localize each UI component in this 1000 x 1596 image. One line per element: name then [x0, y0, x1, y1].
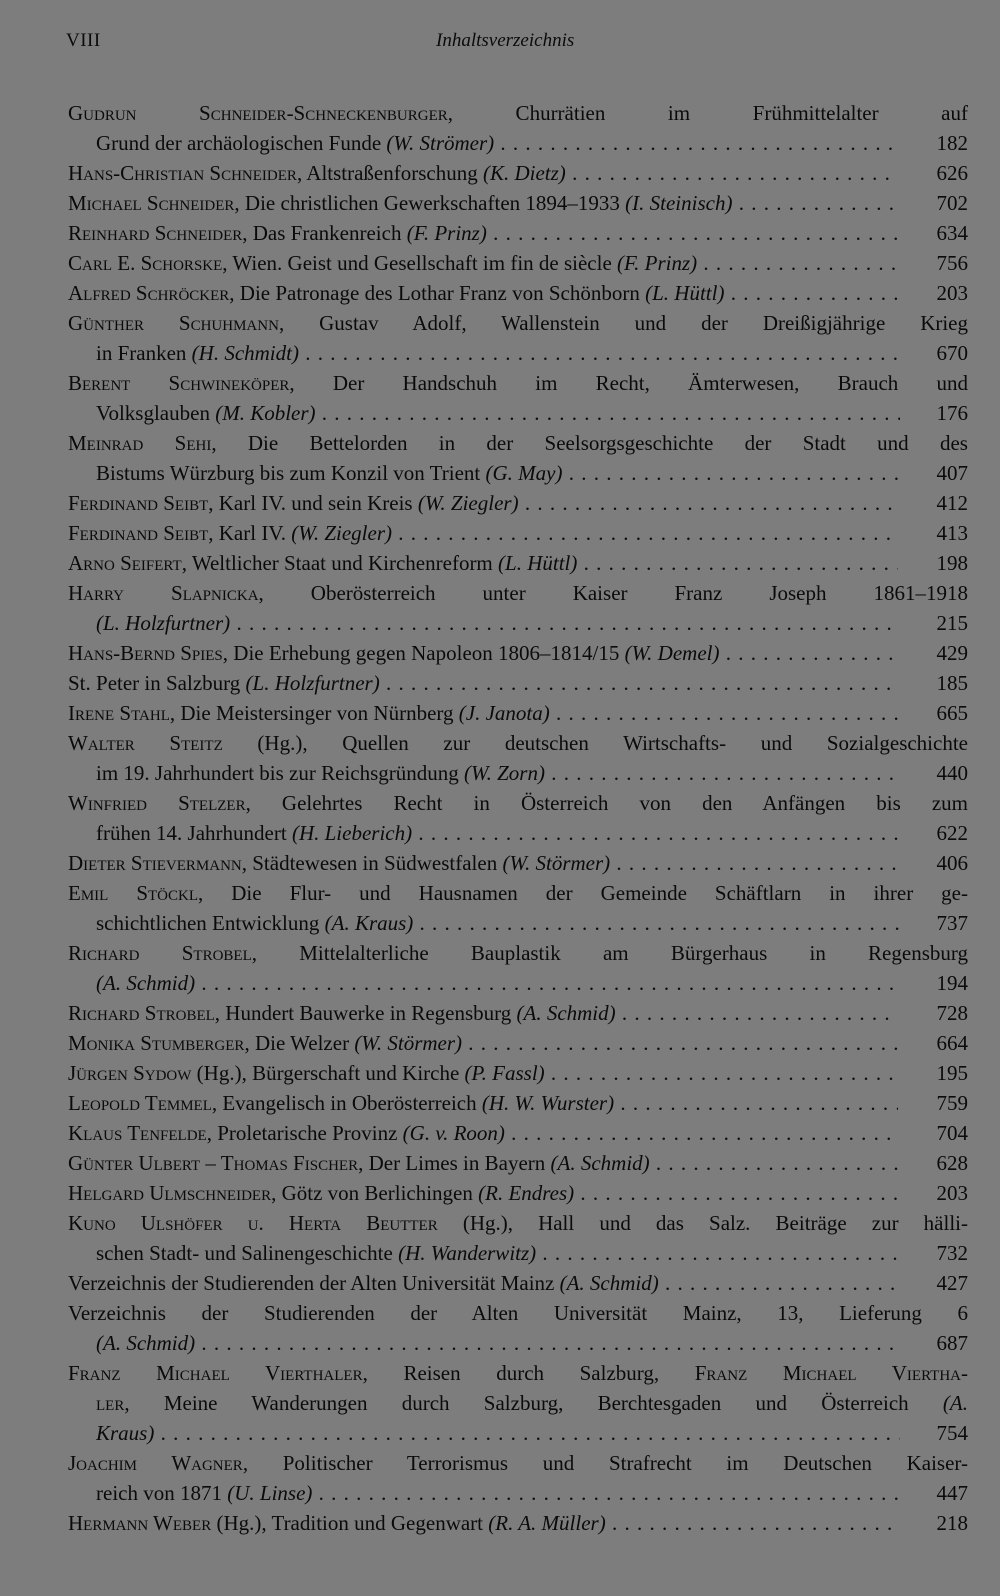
- toc-entry-line: [68, 458, 968, 488]
- entry-text: [68, 788, 968, 818]
- toc-entry: [68, 1148, 968, 1178]
- page-number: VIII: [66, 30, 101, 51]
- page-reference: 687: [936, 1331, 968, 1355]
- toc-entry-line: [68, 398, 968, 428]
- toc-entry: [68, 848, 968, 878]
- toc-entry-line: [68, 818, 968, 848]
- reviewer-name: (I. Steinisch): [625, 191, 733, 215]
- title-text: , Die Meistersinger von Nürnberg: [169, 701, 459, 725]
- toc-entry-line: [68, 278, 968, 308]
- toc-entry-line: [68, 338, 968, 368]
- entry-text: [68, 1508, 898, 1538]
- author-name: Hans-Christian Schneider: [68, 161, 297, 185]
- reviewer-name: (P. Fassl): [464, 1061, 545, 1085]
- title-text: , Reisen durch Salzburg,: [362, 1361, 695, 1385]
- reviewer-name: (A. Schmid): [516, 1001, 616, 1025]
- toc-entry: [68, 578, 968, 638]
- entry-text: [68, 1448, 968, 1478]
- author-name: Franz Michael Viertha-: [694, 1361, 968, 1385]
- author-name: Arno Seifert: [68, 551, 182, 575]
- title-text: , Meine Wanderungen durch Salzburg, Berchtesgaden und Österreich: [124, 1391, 943, 1415]
- entry-text: [68, 188, 898, 218]
- toc-entry: [68, 1448, 968, 1508]
- page-reference: 215: [936, 611, 968, 635]
- title-text: , Götz von Berlichingen: [271, 1181, 479, 1205]
- author-name: Leopold Temmel: [68, 1091, 212, 1115]
- reviewer-name: (W. Störmer): [502, 851, 611, 875]
- author-name: Reinhard Schneider: [68, 221, 243, 245]
- entry-text: [68, 1298, 968, 1328]
- toc-entry-line: [68, 998, 968, 1028]
- entry-text: [68, 518, 898, 548]
- title-text: (Hg.), Hall und das Salz. Beiträge zur hälli-: [437, 1211, 968, 1235]
- entry-text: [68, 1178, 898, 1208]
- reviewer-name: (J. Janota): [458, 701, 550, 725]
- reviewer-name: (A. Schmid): [550, 1151, 650, 1175]
- toc-entry-line: [68, 788, 968, 818]
- toc-entry: [68, 248, 968, 278]
- reviewer-name: (K. Dietz): [482, 161, 566, 185]
- reviewer-name: (U. Linse): [227, 1481, 313, 1505]
- toc-entry: [68, 728, 968, 788]
- toc-entry: [68, 1358, 968, 1448]
- entry-text: [96, 758, 900, 788]
- entry-text: [68, 1268, 898, 1298]
- author-name: Winfried Stelzer: [68, 791, 246, 815]
- toc-entry-line: [68, 848, 968, 878]
- title-text: , Die Patronage des Lothar Franz von Schönborn: [229, 281, 646, 305]
- reviewer-name: (A.: [942, 1391, 968, 1415]
- title-text: , Die Flur- und Hausnamen der Gemeinde Schäftlarn in ihrer ge-: [198, 881, 968, 905]
- toc-entry-line: [68, 368, 968, 398]
- entry-text: [68, 938, 968, 968]
- toc-entry-line: [68, 1088, 968, 1118]
- toc-entry: [68, 1118, 968, 1148]
- toc-entry: [68, 278, 968, 308]
- title-text: , Karl IV. und sein Kreis: [208, 491, 418, 515]
- reviewer-name: (R. A. Müller): [488, 1511, 606, 1535]
- author-name: Berent Schwineköper: [68, 371, 290, 395]
- entry-text: [68, 368, 968, 398]
- toc-entry: [68, 938, 968, 998]
- author-name: Franz Michael Vierthaler: [68, 1361, 363, 1385]
- author-name: Monika Stumberger: [68, 1031, 245, 1055]
- page-reference: 429: [936, 641, 968, 665]
- title-text: (Hg.), Tradition und Gegenwart: [211, 1511, 489, 1535]
- reviewer-name: (L. Holzfurtner): [245, 671, 380, 695]
- author-name: Richard Strobel: [68, 1001, 215, 1025]
- page-reference: 406: [936, 851, 968, 875]
- toc-entry-line: [68, 428, 968, 458]
- title-text: , Mittelalterliche Bauplastik am Bürgerhaus in Regensburg: [251, 941, 968, 965]
- reviewer-name: (A. Kraus): [324, 911, 414, 935]
- toc-entry: [68, 1208, 968, 1268]
- page-reference: 440: [936, 761, 968, 785]
- entry-text: [68, 728, 968, 758]
- toc-entry: [68, 98, 968, 158]
- author-name: Alfred Schröcker: [68, 281, 230, 305]
- entry-text: [96, 458, 900, 488]
- author-name: Carl E. Schorske: [68, 251, 223, 275]
- toc-entry-line: [68, 728, 968, 758]
- entry-text: [96, 1328, 900, 1358]
- toc-entry-line: [68, 218, 968, 248]
- toc-entry: [68, 1268, 968, 1298]
- title-text: , Churrätien im Frühmittelalter auf: [447, 101, 968, 125]
- reviewer-name: (A. Schmid): [96, 1331, 196, 1355]
- page-reference: 756: [936, 251, 968, 275]
- title-text: , Städtewesen in Südwestfalen: [241, 851, 503, 875]
- entry-text: [68, 98, 968, 128]
- title-text: (Hg.), Quellen zur deutschen Wirtschafts- und Sozialgeschichte: [222, 731, 968, 755]
- entry-text: [96, 908, 900, 938]
- page-reference: 702: [936, 191, 968, 215]
- author-name: Hans-Bernd Spies: [68, 641, 223, 665]
- author-name: Michael Schneider: [68, 191, 235, 215]
- toc-entry: [68, 698, 968, 728]
- title-text: im 19. Jahrhundert bis zur Reichsgründung: [96, 761, 465, 785]
- entry-text: [68, 1058, 898, 1088]
- page-reference: 182: [936, 131, 968, 155]
- author-name: Kuno Ulshöfer u. Herta Beutter: [68, 1211, 438, 1235]
- entry-text: [96, 1418, 900, 1448]
- page-reference: 759: [936, 1091, 968, 1115]
- title-text: Volksglauben: [96, 401, 216, 425]
- entry-text: [68, 668, 898, 698]
- author-name: Harry Slapnicka: [68, 581, 259, 605]
- title-text: , Die Erhebung gegen Napoleon 1806–1814/15: [222, 641, 625, 665]
- title-text: , Altstraßenforschung: [296, 161, 483, 185]
- entry-text: [96, 398, 900, 428]
- author-name: Jürgen Sydow: [68, 1061, 192, 1085]
- page-reference: 628: [936, 1151, 968, 1175]
- toc-entry-list: [68, 98, 968, 1538]
- toc-entry-line: [68, 1328, 968, 1358]
- page-reference: 737: [936, 911, 968, 935]
- page-reference: 176: [936, 401, 968, 425]
- title-text: , Die christlichen Gewerkschaften 1894–1933: [234, 191, 626, 215]
- reviewer-name: (L. Holzfurtner): [96, 611, 231, 635]
- page-reference: 754: [936, 1421, 968, 1445]
- toc-entry: [68, 1508, 968, 1538]
- entry-text: [96, 608, 900, 638]
- title-text: , Die Bettelorden in der Seelsorgsgeschichte der Stadt und des: [211, 431, 968, 455]
- author-name: Helgard Ulmschneider: [68, 1181, 272, 1205]
- entry-text: [96, 338, 900, 368]
- page-reference: 413: [936, 521, 968, 545]
- toc-entry-line: [68, 608, 968, 638]
- reviewer-name: (H. Schmidt): [191, 341, 299, 365]
- toc-entry-line: [68, 578, 968, 608]
- running-header: [66, 30, 966, 60]
- reviewer-name: (G. v. Roon): [402, 1121, 505, 1145]
- entry-text: [68, 1148, 898, 1178]
- reviewer-name: (H. Wanderwitz): [398, 1241, 537, 1265]
- toc-entry: [68, 308, 968, 368]
- toc-entry: [68, 518, 968, 548]
- toc-entry: [68, 1088, 968, 1118]
- title-text: schen Stadt- und Salinengeschichte: [96, 1241, 399, 1265]
- toc-entry-line: [68, 1238, 968, 1268]
- page-reference: 195: [936, 1061, 968, 1085]
- toc-entry-line: [68, 668, 968, 698]
- toc-entry-line: [68, 758, 968, 788]
- toc-entry-line: [68, 1418, 968, 1448]
- page-reference: 670: [936, 341, 968, 365]
- author-name: Irene Stahl: [68, 701, 170, 725]
- page-reference: 447: [936, 1481, 968, 1505]
- author-name: Dieter Stievermann: [68, 851, 242, 875]
- title-text: St. Peter in Salzburg: [68, 671, 246, 695]
- author-name: Klaus Tenfelde: [68, 1121, 207, 1145]
- toc-entry-line: [68, 1058, 968, 1088]
- toc-entry-line: [68, 128, 968, 158]
- reviewer-name: (L. Hüttl): [498, 551, 578, 575]
- reviewer-name: (H. W. Wurster): [481, 1091, 615, 1115]
- entry-text: [68, 848, 898, 878]
- page-reference: 728: [936, 1001, 968, 1025]
- page-reference: 194: [936, 971, 968, 995]
- title-text: , Das Frankenreich: [242, 221, 407, 245]
- toc-entry-line: [68, 1478, 968, 1508]
- page-reference: 665: [936, 701, 968, 725]
- entry-text: [68, 308, 968, 338]
- page-reference: 203: [936, 1181, 968, 1205]
- entry-text: [96, 1238, 900, 1268]
- toc-entry-line: [68, 1148, 968, 1178]
- toc-entry-line: [68, 1118, 968, 1148]
- entry-text: [68, 548, 898, 578]
- title-text: (Hg.), Bürgerschaft und Kirche: [191, 1061, 465, 1085]
- toc-entry: [68, 1028, 968, 1058]
- toc-entry-line: [68, 1358, 968, 1388]
- toc-entry: [68, 668, 968, 698]
- toc-entry-line: [68, 548, 968, 578]
- title-text: , Gustav Adolf, Wallenstein und der Dreißigjährige Krieg: [278, 311, 968, 335]
- toc-entry: [68, 878, 968, 938]
- title-text: , Politischer Terrorismus und Strafrecht im Deutschen Kaiser-: [242, 1451, 968, 1475]
- page-reference: 185: [936, 671, 968, 695]
- title-text: , Hundert Bauwerke in Regensburg: [214, 1001, 517, 1025]
- title-text: , Karl IV.: [208, 521, 292, 545]
- toc-entry-line: [68, 488, 968, 518]
- page-reference: 203: [936, 281, 968, 305]
- toc-entry: [68, 788, 968, 848]
- page-reference: 427: [936, 1271, 968, 1295]
- title-text: , Die Welzer: [244, 1031, 355, 1055]
- page-reference: 664: [936, 1031, 968, 1055]
- author-name: Emil Stöckl: [68, 881, 198, 905]
- author-name: Ferdinand Seibt: [68, 521, 209, 545]
- page-reference: 622: [936, 821, 968, 845]
- toc-entry: [68, 998, 968, 1028]
- entry-text: [68, 698, 898, 728]
- toc-entry-line: [68, 1448, 968, 1478]
- reviewer-name: (G. May): [485, 461, 563, 485]
- title-text: , Proletarische Provinz: [206, 1121, 403, 1145]
- reviewer-name: (F. Prinz): [617, 251, 698, 275]
- reviewer-name: (F. Prinz): [406, 221, 487, 245]
- toc-entry: [68, 638, 968, 668]
- page-reference: 732: [936, 1241, 968, 1265]
- author-name: Richard Strobel: [68, 941, 252, 965]
- title-text: , Gelehrtes Recht in Österreich von den Anfängen bis zum: [245, 791, 968, 815]
- reviewer-name: (A. Schmid): [96, 971, 196, 995]
- reviewer-name: Kraus): [96, 1421, 155, 1445]
- title-text: , Der Limes in Bayern: [358, 1151, 551, 1175]
- title-text: , Wien. Geist und Gesellschaft im fin de siècle: [222, 251, 618, 275]
- entry-text: [68, 428, 968, 458]
- reviewer-name: (L. Hüttl): [645, 281, 725, 305]
- page-reference: 634: [936, 221, 968, 245]
- entry-text: [96, 968, 900, 998]
- toc-entry: [68, 218, 968, 248]
- title-text: frühen 14. Jahrhundert: [96, 821, 292, 845]
- toc-entry-line: [68, 158, 968, 188]
- entry-text: [68, 158, 898, 188]
- title-text: Verzeichnis der Studierenden der Alten Universität Mainz, 13, Lieferung 6: [68, 1301, 968, 1325]
- reviewer-name: (W. Ziegler): [291, 521, 392, 545]
- entry-text: [68, 1118, 898, 1148]
- entry-text: [68, 1028, 898, 1058]
- toc-entry: [68, 368, 968, 428]
- entry-text: [96, 128, 900, 158]
- page-reference: 412: [936, 491, 968, 515]
- reviewer-name: (H. Lieberich): [291, 821, 413, 845]
- toc-entry-line: [68, 308, 968, 338]
- entry-text: [68, 638, 898, 668]
- toc-entry-line: [68, 1508, 968, 1538]
- toc-entry-line: [68, 1298, 968, 1328]
- reviewer-name: (A. Schmid): [559, 1271, 659, 1295]
- title-text: , Oberösterreich unter Kaiser Franz Joseph 1861–1918: [258, 581, 968, 605]
- author-name: Gudrun Schneider-Schneckenburger: [68, 101, 448, 125]
- toc-entry: [68, 1298, 968, 1358]
- toc-entry-line: [68, 1178, 968, 1208]
- reviewer-name: (W. Störmer): [354, 1031, 463, 1055]
- title-text: in Franken: [96, 341, 192, 365]
- author-name: Meinrad Sehi: [68, 431, 212, 455]
- toc-entry: [68, 488, 968, 518]
- toc-entry: [68, 428, 968, 488]
- author-name: Walter Steitz: [68, 731, 223, 755]
- entry-text: [68, 998, 898, 1028]
- toc-entry-line: [68, 248, 968, 278]
- reviewer-name: (M. Kobler): [215, 401, 316, 425]
- toc-entry: [68, 1178, 968, 1208]
- title-text: Verzeichnis der Studierenden der Alten Universität Mainz: [68, 1271, 560, 1295]
- toc-entry-line: [68, 1028, 968, 1058]
- toc-entry-line: [68, 188, 968, 218]
- entry-text: [68, 1208, 968, 1238]
- title-text: Grund der archäologischen Funde: [96, 131, 387, 155]
- toc-entry: [68, 548, 968, 578]
- toc-entry-line: [68, 938, 968, 968]
- entry-text: [68, 278, 898, 308]
- toc-entry-line: [68, 1268, 968, 1298]
- title-text: , Weltlicher Staat und Kirchenreform: [181, 551, 499, 575]
- title-text: reich von 1871: [96, 1481, 228, 1505]
- entry-text: [68, 578, 968, 608]
- reviewer-name: (W. Ziegler): [417, 491, 519, 515]
- toc-entry-line: [68, 1388, 968, 1418]
- toc-entry-line: [68, 908, 968, 938]
- author-name: Hermann Weber: [68, 1511, 212, 1535]
- toc-entry-line: [68, 878, 968, 908]
- toc-entry: [68, 188, 968, 218]
- page-reference: 198: [936, 551, 968, 575]
- entry-text: [68, 1358, 968, 1388]
- toc-entry: [68, 158, 968, 188]
- author-name: ler: [96, 1391, 125, 1415]
- toc-entry: [68, 1058, 968, 1088]
- toc-entry-line: [68, 968, 968, 998]
- entry-text: [68, 488, 898, 518]
- toc-entry-line: [68, 518, 968, 548]
- reviewer-name: (R. Endres): [478, 1181, 575, 1205]
- title-text: Bistums Würzburg bis zum Konzil von Trient: [96, 461, 486, 485]
- author-name: Ferdinand Seibt: [68, 491, 209, 515]
- reviewer-name: (W. Demel): [624, 641, 720, 665]
- page-reference: 407: [936, 461, 968, 485]
- title-text: , Evangelisch in Oberösterreich: [211, 1091, 482, 1115]
- title-text: schichtlichen Entwicklung: [96, 911, 325, 935]
- page-reference: 218: [936, 1511, 968, 1535]
- author-name: Joachim Wagner: [68, 1451, 243, 1475]
- entry-text: [68, 248, 898, 278]
- toc-entry-line: [68, 98, 968, 128]
- author-name: Günther Schuhmann: [68, 311, 279, 335]
- page-reference: 626: [936, 161, 968, 185]
- entry-text: [96, 1388, 968, 1418]
- running-title: Inhaltsverzeichnis: [436, 30, 575, 51]
- entry-text: [68, 1088, 898, 1118]
- entry-text: [96, 1478, 900, 1508]
- author-name: Günter Ulbert – Thomas Fischer: [68, 1151, 359, 1175]
- toc-entry-line: [68, 638, 968, 668]
- page-reference: 704: [936, 1121, 968, 1145]
- reviewer-name: (W. Zorn): [464, 761, 545, 785]
- reviewer-name: (W. Strömer): [386, 131, 495, 155]
- title-text: , Der Handschuh im Recht, Ämterwesen, Brauch und: [289, 371, 968, 395]
- entry-text: [96, 818, 900, 848]
- entry-text: [68, 878, 968, 908]
- toc-entry-line: [68, 698, 968, 728]
- entry-text: [68, 218, 898, 248]
- toc-entry-line: [68, 1208, 968, 1238]
